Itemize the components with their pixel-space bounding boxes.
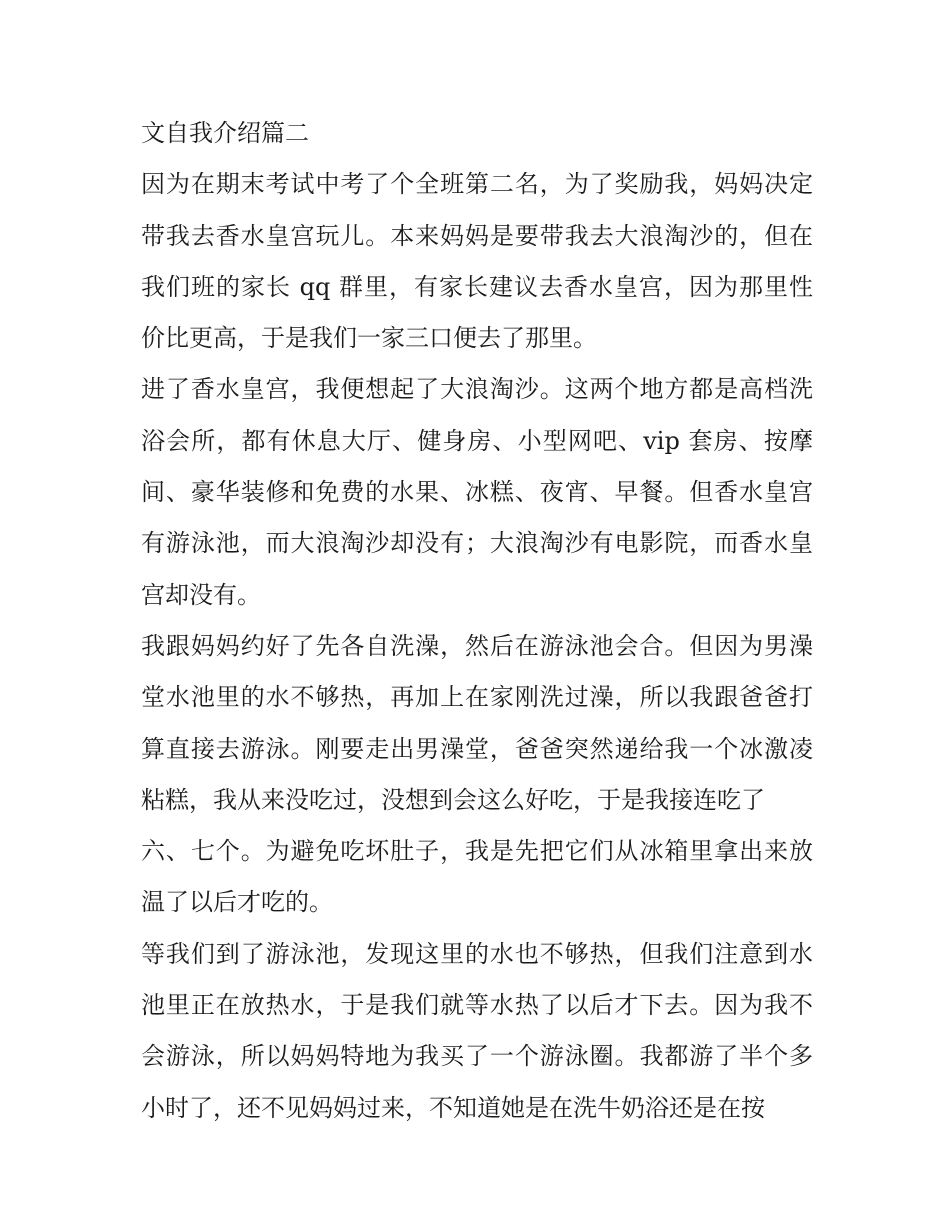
paragraph-line: 堂水池里的水不够热，再加上在家刚洗过澡，所以我跟爸爸打 — [141, 683, 813, 712]
paragraph-3 — [141, 621, 813, 929]
paragraph-line: 因为在期末考试中考了个全班第二名，为了奖励我，妈妈决定 — [141, 170, 813, 199]
paragraph-line: 浴会所，都有休息大厅、健身房、小型网吧、vip 套房、按摩 — [141, 426, 813, 455]
paragraph-line: 池里正在放热水，于是我们就等水热了以后才下去。因为我不 — [141, 991, 813, 1020]
paragraph-line: 价比更高，于是我们一家三口便去了那里。 — [141, 324, 597, 353]
paragraph-line: 六、七个。为避免吃坏肚子，我是先把它们从冰箱里拿出来放 — [141, 837, 813, 866]
document-body — [141, 108, 813, 1134]
paragraph-4 — [141, 929, 813, 1134]
paragraph-line: 会游泳，所以妈妈特地为我买了一个游泳圈。我都游了半个多 — [141, 1042, 813, 1071]
paragraph-2 — [141, 364, 813, 620]
paragraph-line: 算直接去游泳。刚要走出男澡堂，爸爸突然递给我一个冰激凌 — [141, 734, 813, 763]
paragraph-line: 我跟妈妈约好了先各自洗澡，然后在游泳池会合。但因为男澡 — [141, 631, 813, 660]
paragraph-line: 温了以后才吃的。 — [141, 888, 333, 917]
paragraph-line: 小时了，还不见妈妈过来，不知道她是在洗牛奶浴还是在按 — [141, 1093, 765, 1122]
paragraph-line: 粘糕，我从来没吃过，没想到会这么好吃，于是我接连吃了 — [141, 785, 765, 814]
paragraph-line: 有游泳池，而大浪淘沙却没有；大浪淘沙有电影院，而香水皇 — [141, 529, 813, 558]
paragraph-line: 间、豪华装修和免费的水果、冰糕、夜宵、早餐。但香水皇宫 — [141, 478, 813, 507]
paragraph-line: 宫却没有。 — [141, 580, 261, 609]
document-title: 文自我介绍篇二 — [141, 119, 309, 147]
paragraph-line: 等我们到了游泳池，发现这里的水也不够热，但我们注意到水 — [141, 939, 813, 968]
paragraph-1 — [141, 159, 813, 364]
paragraph-line: 进了香水皇宫，我便想起了大浪淘沙。这两个地方都是高档洗 — [141, 375, 813, 404]
paragraph-line: 我们班的家长 qq 群里，有家长建议去香水皇宫，因为那里性 — [141, 272, 813, 301]
paragraph-line: 带我去香水皇宫玩儿。本来妈妈是要带我去大浪淘沙的，但在 — [141, 221, 813, 250]
